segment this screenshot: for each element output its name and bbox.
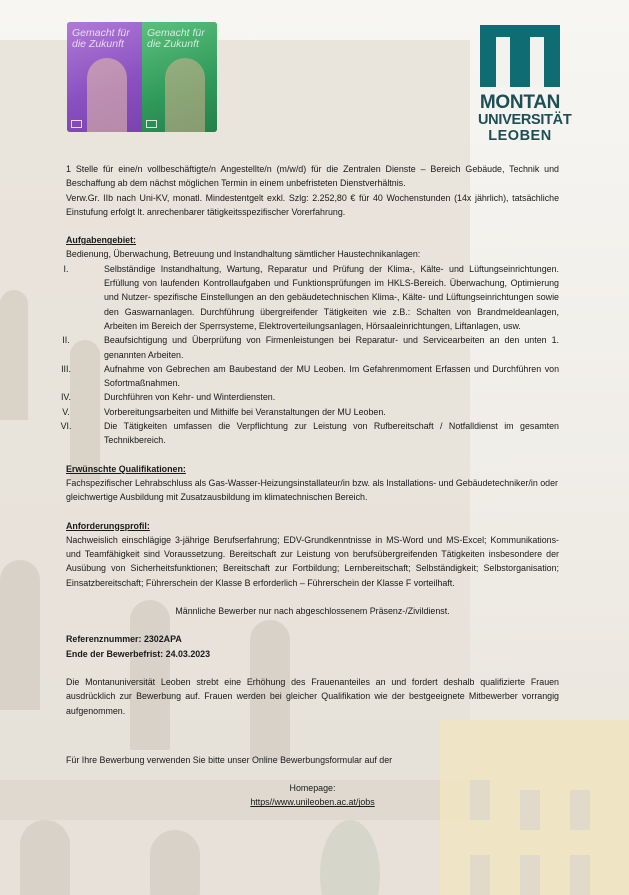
tasks-intro: Bedienung, Überwachung, Betreuung und Instandhaltung sämtlicher Haustechnikanlagen:: [66, 249, 421, 260]
campaign-mark-icon: [71, 120, 82, 128]
teaser-caption-left: Gemacht für die Zukunft: [72, 27, 130, 50]
equality-statement: Die Montanuniversität Leoben strebt eine Erhöhung des Frauenanteiles an und fordert deshalb qualifizierte Frauen ausdrücklich zur Bewerbung auf. Frauen werden bei gleicher Qualifikation wie der bestgeeignete Mitbewerber vorrangig aufgenommen.: [66, 676, 559, 716]
application-deadline: Ende der Bewerbefrist: 24.03.2023: [66, 648, 211, 659]
qualifications-text: Fachspezifischer Lehrabschluss als Gas-Wasser-Heizungsinstallateur/in bzw. als Installations- und Gebäudetechniker/in oder gleichwertige Ausbildung mit Zusatzausbildung im klimatechnischen Bereich.: [66, 477, 558, 503]
logo-line-2: UNIVERSITÄT: [478, 112, 572, 128]
application-instructions: Für Ihre Bewerbung verwenden Sie bitte unser Online Bewerbungsformular auf der: [66, 754, 393, 765]
teaser-caption-right: Gemacht für die Zukunft: [147, 27, 205, 50]
campaign-teaser-image: [67, 22, 217, 132]
jobs-link[interactable]: https//www.unileoben.ac.at/jobs: [250, 797, 375, 808]
task-item: VI. Die Tätigkeiten umfassen die Verpflichtung zur Leistung von Rufbereitschaft / Notfalldienst im gesamten Technikbereich.: [60, 421, 559, 446]
intro-paragraph: [66, 162, 559, 191]
task-item: V. Vorbereitungsarbeiten und Mithilfe bei Veranstaltungen der MU Leoben.: [62, 406, 386, 417]
tasks-heading: Aufgabengebiet:: [66, 235, 137, 246]
campaign-mark-icon: [146, 120, 157, 128]
task-item: II. Beaufsichtigung und Überprüfung von Firmenleistungen bei Reparatur- und Servicearbeiten an den unten 1. genannten Arbeiten.: [62, 335, 559, 360]
profile-text: Nachweislich einschlägige 3-jährige Berufserfahrung; EDV-Grundkenntnisse in MS-Word und MS-Excel; Kommunikations- und Teamfähigkeit sind Voraussetzung. Bereitschaft zur Leistung von berufsübergreifenden Tätigkeiten insbesondere der Ausübung von Sicherheitsfunktionen; Bereitschaft zur Fortbildung; Lernbereitschaft; Selbständigkeit; Selbstorganisation; Einsatzbereitschaft; Führerschein der Klasse B erforderlich – Führerschein der Klasse F vorteilhaft.: [66, 534, 559, 588]
task-item: I. Selbständige Instandhaltung, Wartung, Reparatur und Prüfung der Klima-, Kälte- und Lüftungseinrichtungen. Erfüllung von laufenden Kontrollaufgaben und Funktionsprüfungen im HKLS-Bereich. Überwachung, Optimierung und Nutzer- spezifische Einstellungen an den gebäudetechnischen Klima-, Kälte- und Lüftungseinrichtungen sowie den Gaswarnanlagen. Durchführung übergreifender Tätigkeiten wie z.B.: Schalten von Brandmeldeanlagen, Arbeiten im Bereich der Sperrsysteme, Elektroverteilungsanlagen, Hörsaaleinrichtungen, Liftanlagen, usw.: [63, 263, 559, 331]
position-count: 1 Stelle: [66, 164, 99, 174]
reference-number: Referenznummer: 2302APA: [66, 634, 182, 645]
task-item: IV. Durchführen von Kehr- und Winterdiensten.: [60, 392, 276, 403]
profile-heading: Anforderungsprofil:: [66, 520, 150, 531]
job-posting: [60, 162, 559, 810]
position-description: für eine/n vollbeschäftigte/n Angestellte/n (m/w/d) für die Zentralen Dienste – Bereich Gebäude, Technik und Beschaffung ab dem nächst möglichen Termin in einem unbefristeten Dienstverhältnis.: [66, 164, 559, 189]
deadline-value: 24.03.2023: [165, 648, 211, 659]
homepage-label: Homepage:: [289, 783, 336, 794]
logo-line-3: LEOBEN: [488, 128, 552, 144]
reference-value: 2302APA: [143, 634, 182, 645]
qualifications-heading: Erwünschte Qualifikationen:: [66, 463, 186, 474]
task-item: III. Aufnahme von Gebrechen am Baubestand der MU Leoben. Im Gefahrenmoment Erfassen und Durchführen von Sofortmaßnahmen.: [61, 363, 559, 389]
salary-paragraph: Verw.Gr. IIb nach Uni-KV, monatl. Mindestentgelt exkl. Szlg: 2.252,80 € für 40 Wochenstunden (14x jährlich), tatsächliche Einstufung erfolgt lt. anrechenbarer tätigkeitsspezifischer Vorerfahrung.: [66, 192, 559, 217]
tasks-list: [60, 262, 559, 448]
university-logo: [478, 25, 572, 144]
logo-mark-icon: [480, 25, 560, 87]
logo-line-1: MONTAN: [479, 92, 561, 113]
military-service-notice: Männliche Bewerber nur nach abgeschlossenem Präsenz-/Zivildienst.: [175, 606, 450, 617]
